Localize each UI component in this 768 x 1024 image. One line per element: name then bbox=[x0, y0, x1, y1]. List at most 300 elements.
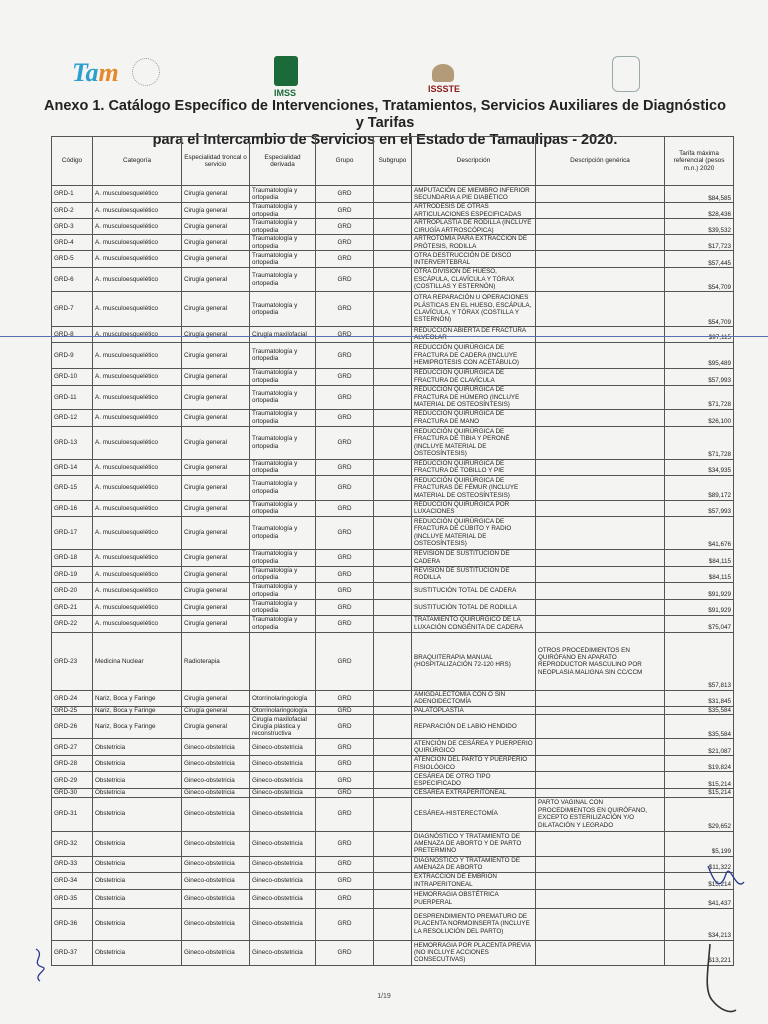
cell-codigo: GRD-1 bbox=[52, 186, 93, 203]
cell-descripcion-generica bbox=[536, 872, 665, 889]
cell-descripcion: REVISIÓN DE SUSTITUCIÓN DE CADERA bbox=[412, 549, 536, 566]
cell-codigo: GRD-12 bbox=[52, 409, 93, 426]
cell-descripcion-generica bbox=[536, 459, 665, 475]
cell-grupo: GRD bbox=[316, 235, 374, 251]
cell-tarifa: $31,845 bbox=[665, 690, 734, 706]
cell-categoria: Obstetricia bbox=[93, 831, 182, 856]
cell-tarifa: $71,728 bbox=[665, 426, 734, 459]
catalog-table bbox=[51, 136, 734, 966]
cell-tarifa: $54,709 bbox=[665, 268, 734, 292]
cell-subgrupo bbox=[374, 409, 412, 426]
table-row bbox=[52, 739, 734, 756]
cell-descripcion: OTRA DESTRUCCIÓN DE DISCO INTERVERTEBRAL bbox=[412, 251, 536, 268]
cell-especialidad: Gineco-obstetricia bbox=[182, 889, 250, 908]
cell-codigo: GRD-26 bbox=[52, 715, 93, 739]
cell-descripcion: REDUCCIÓN ABIERTA DE FRACTURA ALVEOLAR bbox=[412, 327, 536, 343]
cell-grupo: GRD bbox=[316, 889, 374, 908]
cell-tarifa: $21,087 bbox=[665, 739, 734, 756]
cell-grupo: GRD bbox=[316, 475, 374, 500]
cell-categoria: Obstetricia bbox=[93, 908, 182, 940]
cell-tarifa: $91,929 bbox=[665, 599, 734, 615]
cell-descripcion-generica bbox=[536, 368, 665, 385]
cell-codigo: GRD-28 bbox=[52, 756, 93, 772]
seal-icon bbox=[132, 58, 160, 86]
header-descripcion-generica: Descripción genérica bbox=[536, 137, 665, 186]
cell-derivada: Gineco-obstetricia bbox=[250, 756, 316, 772]
cell-subgrupo bbox=[374, 908, 412, 940]
cell-subgrupo bbox=[374, 500, 412, 516]
cell-especialidad: Cirugía general bbox=[182, 251, 250, 268]
table-row bbox=[52, 756, 734, 772]
cell-tarifa: $17,723 bbox=[665, 235, 734, 251]
cell-categoria: A. musculoesquelético bbox=[93, 186, 182, 203]
cell-derivada: Gineco-obstetricia bbox=[250, 856, 316, 872]
cell-codigo: GRD-36 bbox=[52, 908, 93, 940]
table-row bbox=[52, 409, 734, 426]
cell-grupo: GRD bbox=[316, 872, 374, 889]
cell-descripcion: REDUCCIÓN QUIRÚRGICA DE FRACTURA DE TIBIA Y PERONÉ (INCLUYE MATERIAL DE OSTEOSÍNTESIS) bbox=[412, 426, 536, 459]
cell-especialidad: Cirugía general bbox=[182, 500, 250, 516]
cell-categoria: A. musculoesquelético bbox=[93, 368, 182, 385]
cell-tarifa: $75,047 bbox=[665, 615, 734, 632]
cell-descripcion-generica: PARTO VAGINAL CON PROCEDIMIENTOS EN QUIRÓFANO, EXCEPTO ESTERILIZACIÓN Y/O DILATACIÓN Y LEGRADO bbox=[536, 797, 665, 831]
cell-grupo: GRD bbox=[316, 549, 374, 566]
cell-codigo: GRD-34 bbox=[52, 872, 93, 889]
cell-derivada: Gineco-obstetricia bbox=[250, 739, 316, 756]
cell-descripcion: OTRA REPARACIÓN U OPERACIONES PLÁSTICAS EN EL HUESO, ESCÁPULA, CLAVÍCULA, Y TÓRAX (COSTILLA Y ESTERNÓN) bbox=[412, 292, 536, 327]
cell-categoria: A. musculoesquelético bbox=[93, 409, 182, 426]
table-row bbox=[52, 500, 734, 516]
cell-descripcion: ATENCIÓN DEL PARTO Y PUERPERIO FISIOLÓGICO bbox=[412, 756, 536, 772]
cell-categoria: A. musculoesquelético bbox=[93, 475, 182, 500]
cell-codigo: GRD-21 bbox=[52, 599, 93, 615]
cell-categoria: Obstetricia bbox=[93, 856, 182, 872]
table-row bbox=[52, 235, 734, 251]
cell-descripcion-generica bbox=[536, 342, 665, 368]
cell-codigo: GRD-13 bbox=[52, 426, 93, 459]
cell-subgrupo bbox=[374, 797, 412, 831]
cell-codigo: GRD-6 bbox=[52, 268, 93, 292]
cell-especialidad: Cirugía general bbox=[182, 292, 250, 327]
cell-descripcion-generica bbox=[536, 566, 665, 582]
cell-tarifa: $19,824 bbox=[665, 756, 734, 772]
cell-especialidad: Cirugía general bbox=[182, 516, 250, 549]
cell-categoria: Obstetricia bbox=[93, 889, 182, 908]
cell-derivada: Traumatología y ortopedia bbox=[250, 409, 316, 426]
table-row bbox=[52, 475, 734, 500]
cell-derivada: Traumatología y ortopedia bbox=[250, 549, 316, 566]
cell-derivada: Gineco-obstetricia bbox=[250, 872, 316, 889]
cell-tarifa: $97,115 bbox=[665, 327, 734, 343]
cell-categoria: Obstetricia bbox=[93, 940, 182, 965]
cell-derivada: Traumatología y ortopedia bbox=[250, 615, 316, 632]
cell-codigo: GRD-15 bbox=[52, 475, 93, 500]
cell-derivada: Traumatología y ortopedia bbox=[250, 516, 316, 549]
cell-especialidad: Cirugía general bbox=[182, 203, 250, 219]
strikethrough-line bbox=[0, 336, 768, 337]
cell-especialidad: Gineco-obstetricia bbox=[182, 797, 250, 831]
cell-derivada: Gineco-obstetricia bbox=[250, 940, 316, 965]
cell-descripcion-generica: OTROS PROCEDIMIENTOS EN QUIRÓFANO EN APARATO REPRODUCTOR MASCULINO POR NEOPLASIA MALIGNA SIN CC/CCM bbox=[536, 632, 665, 690]
cell-categoria: Nariz, Boca y Faringe bbox=[93, 690, 182, 706]
cell-descripcion-generica bbox=[536, 706, 665, 714]
cell-tarifa: $26,100 bbox=[665, 409, 734, 426]
cell-descripcion-generica bbox=[536, 385, 665, 409]
cell-codigo: GRD-37 bbox=[52, 940, 93, 965]
cell-grupo: GRD bbox=[316, 690, 374, 706]
cell-especialidad: Cirugía general bbox=[182, 327, 250, 343]
cell-codigo: GRD-20 bbox=[52, 582, 93, 599]
table-row bbox=[52, 706, 734, 714]
cell-tarifa: $54,709 bbox=[665, 292, 734, 327]
cell-especialidad: Cirugía general bbox=[182, 566, 250, 582]
cell-grupo: GRD bbox=[316, 186, 374, 203]
cell-categoria: A. musculoesquelético bbox=[93, 292, 182, 327]
cell-subgrupo bbox=[374, 327, 412, 343]
cell-codigo: GRD-31 bbox=[52, 797, 93, 831]
cell-codigo: GRD-29 bbox=[52, 772, 93, 789]
cell-tarifa: $29,652 bbox=[665, 797, 734, 831]
table-row bbox=[52, 342, 734, 368]
cell-descripcion: OTRA DIVISIÓN DE HUESO, ESCÁPULA, CLAVÍCULA Y TÓRAX (COSTILLAS Y ESTERNÓN) bbox=[412, 268, 536, 292]
cell-descripcion-generica bbox=[536, 251, 665, 268]
cell-grupo: GRD bbox=[316, 516, 374, 549]
cell-tarifa: $11,322 bbox=[665, 856, 734, 872]
title-line-2: para el Intercambio de Servicios en el Estado de Tamaulipas - 2020. bbox=[152, 132, 618, 148]
cell-descripcion-generica bbox=[536, 599, 665, 615]
cell-tarifa: $84,585 bbox=[665, 186, 734, 203]
cell-descripcion: SUSTITUCIÓN TOTAL DE RODILLA bbox=[412, 599, 536, 615]
cell-categoria: A. musculoesquelético bbox=[93, 251, 182, 268]
imss-logo-icon bbox=[274, 56, 298, 86]
table-row bbox=[52, 831, 734, 856]
cell-tarifa: $84,115 bbox=[665, 549, 734, 566]
cell-grupo: GRD bbox=[316, 632, 374, 690]
cell-descripcion: PALATOPLASTIA bbox=[412, 706, 536, 714]
cell-tarifa: $15,214 bbox=[665, 872, 734, 889]
cell-derivada: Traumatología y ortopedia bbox=[250, 459, 316, 475]
cell-descripcion: ARTROPLASTIA DE RODILLA (INCLUYE CIRUGÍA ARTROSCÓPICA) bbox=[412, 219, 536, 235]
cell-codigo: GRD-32 bbox=[52, 831, 93, 856]
cell-codigo: GRD-22 bbox=[52, 615, 93, 632]
table-row bbox=[52, 908, 734, 940]
table-row bbox=[52, 599, 734, 615]
cell-derivada: Traumatología y ortopedia bbox=[250, 235, 316, 251]
cell-descripcion-generica bbox=[536, 219, 665, 235]
cell-descripcion: REPARACIÓN DE LABIO HENDIDO bbox=[412, 715, 536, 739]
cell-codigo: GRD-25 bbox=[52, 706, 93, 714]
cell-subgrupo bbox=[374, 756, 412, 772]
cell-descripcion-generica bbox=[536, 772, 665, 789]
cell-derivada: Gineco-obstetricia bbox=[250, 789, 316, 797]
cell-categoria: Obstetricia bbox=[93, 872, 182, 889]
cell-codigo: GRD-5 bbox=[52, 251, 93, 268]
cell-tarifa: $41,676 bbox=[665, 516, 734, 549]
cell-codigo: GRD-7 bbox=[52, 292, 93, 327]
header-especialidad-derivada: Especialidad derivada bbox=[250, 137, 316, 186]
cell-grupo: GRD bbox=[316, 219, 374, 235]
table-header-row bbox=[52, 137, 734, 186]
cell-subgrupo bbox=[374, 385, 412, 409]
table-row bbox=[52, 797, 734, 831]
cell-descripcion: REDUCCIÓN QUIRÚRGICA DE FRACTURA DE CADERA (INCLUYE HEMIPROTESIS CON ACETÁBULO) bbox=[412, 342, 536, 368]
cell-descripcion-generica bbox=[536, 831, 665, 856]
tamaulipas-logo: Tam bbox=[72, 58, 119, 87]
cell-subgrupo bbox=[374, 599, 412, 615]
cell-tarifa: $15,214 bbox=[665, 789, 734, 797]
table-row bbox=[52, 385, 734, 409]
cell-grupo: GRD bbox=[316, 715, 374, 739]
cell-tarifa: $35,584 bbox=[665, 715, 734, 739]
table-row bbox=[52, 368, 734, 385]
cell-subgrupo bbox=[374, 459, 412, 475]
cell-derivada: Gineco-obstetricia bbox=[250, 831, 316, 856]
cell-categoria: A. musculoesquelético bbox=[93, 615, 182, 632]
cell-subgrupo bbox=[374, 889, 412, 908]
imss-logo-text: IMSS bbox=[274, 88, 297, 98]
cell-tarifa: $57,813 bbox=[665, 632, 734, 690]
table-row bbox=[52, 426, 734, 459]
table-row bbox=[52, 268, 734, 292]
header-grupo: Grupo bbox=[316, 137, 374, 186]
signature-mark-bottom bbox=[700, 940, 740, 1020]
title-line-1: Anexo 1. Catálogo Específico de Intervenciones, Tratamientos, Servicios Auxiliares de Diagnóstico y Tarifas bbox=[44, 98, 726, 131]
cell-descripcion-generica bbox=[536, 426, 665, 459]
cell-descripcion: REVISIÓN DE SUSTITUCIÓN DE RODILLA bbox=[412, 566, 536, 582]
table-row bbox=[52, 327, 734, 343]
cell-categoria: A. musculoesquelético bbox=[93, 385, 182, 409]
cell-tarifa: $89,172 bbox=[665, 475, 734, 500]
cell-descripcion-generica bbox=[536, 615, 665, 632]
cell-grupo: GRD bbox=[316, 706, 374, 714]
cell-subgrupo bbox=[374, 342, 412, 368]
cell-descripcion: CESÁREA DE OTRO TIPO ESPECIFICADO bbox=[412, 772, 536, 789]
cell-especialidad: Cirugía general bbox=[182, 690, 250, 706]
cell-subgrupo bbox=[374, 706, 412, 714]
cell-categoria: Medicina Nuclear bbox=[93, 632, 182, 690]
cell-especialidad: Cirugía general bbox=[182, 459, 250, 475]
cell-subgrupo bbox=[374, 251, 412, 268]
cell-categoria: A. musculoesquelético bbox=[93, 599, 182, 615]
cell-descripcion: REDUCCIÓN QUIRÚRGICA POR LUXACIONES bbox=[412, 500, 536, 516]
cell-especialidad: Gineco-obstetricia bbox=[182, 872, 250, 889]
cell-descripcion: ARTRODESIS DE OTRAS ARTICULACIONES ESPECIFICADAS bbox=[412, 203, 536, 219]
cell-grupo: GRD bbox=[316, 203, 374, 219]
cell-descripcion: AMIGDALECTOMÍA CON O SIN ADENOIDECTOMÍA bbox=[412, 690, 536, 706]
cell-codigo: GRD-9 bbox=[52, 342, 93, 368]
cell-descripcion: HEMORRAGIA OBSTÉTRICA PUERPERAL bbox=[412, 889, 536, 908]
cell-grupo: GRD bbox=[316, 831, 374, 856]
logo-bar bbox=[0, 48, 768, 98]
table-row bbox=[52, 615, 734, 632]
cell-derivada: Traumatología y ortopedia bbox=[250, 582, 316, 599]
cell-especialidad: Cirugía general bbox=[182, 342, 250, 368]
cell-descripcion-generica bbox=[536, 327, 665, 343]
cell-especialidad: Cirugía general bbox=[182, 426, 250, 459]
cell-derivada: Otorrinolaringología bbox=[250, 690, 316, 706]
cell-tarifa: $13,221 bbox=[665, 940, 734, 965]
cell-derivada: Gineco-obstetricia bbox=[250, 772, 316, 789]
cell-codigo: GRD-11 bbox=[52, 385, 93, 409]
cell-subgrupo bbox=[374, 772, 412, 789]
cell-subgrupo bbox=[374, 292, 412, 327]
cell-grupo: GRD bbox=[316, 566, 374, 582]
cell-especialidad: Gineco-obstetricia bbox=[182, 739, 250, 756]
cell-especialidad: Gineco-obstetricia bbox=[182, 831, 250, 856]
cell-derivada: Gineco-obstetricia bbox=[250, 889, 316, 908]
cell-especialidad: Cirugía general bbox=[182, 219, 250, 235]
cell-especialidad: Cirugía general bbox=[182, 409, 250, 426]
cell-derivada: Traumatología y ortopedia bbox=[250, 500, 316, 516]
cell-derivada: Traumatología y ortopedia bbox=[250, 475, 316, 500]
cell-descripcion: EXTRACCIÓN DE EMBRIÓN INTRAPERITONEAL bbox=[412, 872, 536, 889]
cell-codigo: GRD-30 bbox=[52, 789, 93, 797]
cell-derivada: Traumatología y ortopedia bbox=[250, 203, 316, 219]
cell-grupo: GRD bbox=[316, 582, 374, 599]
cell-subgrupo bbox=[374, 368, 412, 385]
cell-categoria: A. musculoesquelético bbox=[93, 500, 182, 516]
cell-subgrupo bbox=[374, 475, 412, 500]
table-row bbox=[52, 459, 734, 475]
cell-tarifa: $41,437 bbox=[665, 889, 734, 908]
cell-especialidad: Cirugía general bbox=[182, 475, 250, 500]
cell-especialidad: Cirugía general bbox=[182, 186, 250, 203]
table-row bbox=[52, 632, 734, 690]
cell-especialidad: Gineco-obstetricia bbox=[182, 756, 250, 772]
cell-grupo: GRD bbox=[316, 268, 374, 292]
cell-derivada: Gineco-obstetricia bbox=[250, 908, 316, 940]
cell-especialidad: Cirugía general bbox=[182, 549, 250, 566]
cell-tarifa: $28,436 bbox=[665, 203, 734, 219]
cell-descripcion-generica bbox=[536, 268, 665, 292]
cell-grupo: GRD bbox=[316, 342, 374, 368]
cell-tarifa: $5,199 bbox=[665, 831, 734, 856]
cell-subgrupo bbox=[374, 632, 412, 690]
cell-codigo: GRD-3 bbox=[52, 219, 93, 235]
cell-categoria: A. musculoesquelético bbox=[93, 219, 182, 235]
cell-categoria: Obstetricia bbox=[93, 756, 182, 772]
cell-descripcion-generica bbox=[536, 409, 665, 426]
cell-grupo: GRD bbox=[316, 615, 374, 632]
cell-categoria: A. musculoesquelético bbox=[93, 426, 182, 459]
cell-subgrupo bbox=[374, 831, 412, 856]
header-codigo: Código bbox=[52, 137, 93, 186]
cell-derivada: Traumatología y ortopedia bbox=[250, 219, 316, 235]
cell-codigo: GRD-8 bbox=[52, 327, 93, 343]
table-row bbox=[52, 549, 734, 566]
cell-codigo: GRD-2 bbox=[52, 203, 93, 219]
cell-especialidad: Cirugía general bbox=[182, 706, 250, 714]
cell-grupo: GRD bbox=[316, 599, 374, 615]
cell-grupo: GRD bbox=[316, 385, 374, 409]
cell-categoria: Obstetricia bbox=[93, 739, 182, 756]
cell-tarifa: $34,213 bbox=[665, 908, 734, 940]
cell-descripcion-generica bbox=[536, 203, 665, 219]
cell-grupo: GRD bbox=[316, 327, 374, 343]
cell-especialidad: Gineco-obstetricia bbox=[182, 856, 250, 872]
table-row bbox=[52, 940, 734, 965]
table-row bbox=[52, 566, 734, 582]
cell-tarifa: $57,445 bbox=[665, 251, 734, 268]
cell-derivada: Traumatología y ortopedia bbox=[250, 268, 316, 292]
cell-codigo: GRD-19 bbox=[52, 566, 93, 582]
cell-tarifa: $15,214 bbox=[665, 772, 734, 789]
cell-tarifa: $84,115 bbox=[665, 566, 734, 582]
cell-grupo: GRD bbox=[316, 772, 374, 789]
cell-especialidad: Gineco-obstetricia bbox=[182, 772, 250, 789]
cell-subgrupo bbox=[374, 940, 412, 965]
cell-codigo: GRD-33 bbox=[52, 856, 93, 872]
cell-tarifa: $91,929 bbox=[665, 582, 734, 599]
cell-especialidad: Radioterapia bbox=[182, 632, 250, 690]
table-row bbox=[52, 789, 734, 797]
cell-categoria: A. musculoesquelético bbox=[93, 342, 182, 368]
cell-especialidad: Cirugía general bbox=[182, 268, 250, 292]
cell-subgrupo bbox=[374, 268, 412, 292]
cell-descripcion-generica bbox=[536, 516, 665, 549]
cell-grupo: GRD bbox=[316, 368, 374, 385]
cell-descripcion: DESPRENDIMIENTO PREMATURO DE PLACENTA NORMOINSERTA (INCLUYE LA RESOLUCIÓN DEL PARTO) bbox=[412, 908, 536, 940]
health-logo-icon bbox=[612, 56, 640, 92]
cell-especialidad: Cirugía general bbox=[182, 715, 250, 739]
cell-grupo: GRD bbox=[316, 426, 374, 459]
cell-derivada: Traumatología y ortopedia bbox=[250, 599, 316, 615]
cell-codigo: GRD-16 bbox=[52, 500, 93, 516]
cell-grupo: GRD bbox=[316, 908, 374, 940]
cell-categoria: A. musculoesquelético bbox=[93, 459, 182, 475]
cell-especialidad: Cirugía general bbox=[182, 582, 250, 599]
cell-subgrupo bbox=[374, 235, 412, 251]
cell-codigo: GRD-24 bbox=[52, 690, 93, 706]
cell-derivada: Otorrinolaringología bbox=[250, 706, 316, 714]
cell-codigo: GRD-17 bbox=[52, 516, 93, 549]
cell-especialidad: Gineco-obstetricia bbox=[182, 940, 250, 965]
cell-categoria: A. musculoesquelético bbox=[93, 516, 182, 549]
cell-codigo: GRD-18 bbox=[52, 549, 93, 566]
signature-mark-left bbox=[26, 945, 56, 985]
cell-especialidad: Gineco-obstetricia bbox=[182, 908, 250, 940]
table-row bbox=[52, 292, 734, 327]
cell-descripcion: CESÁREA-HISTERECTOMÍA bbox=[412, 797, 536, 831]
cell-descripcion-generica bbox=[536, 856, 665, 872]
cell-categoria: A. musculoesquelético bbox=[93, 582, 182, 599]
cell-descripcion-generica bbox=[536, 715, 665, 739]
table-row bbox=[52, 203, 734, 219]
cell-subgrupo bbox=[374, 615, 412, 632]
cell-descripcion: TRATAMIENTO QUIRÚRGICO DE LA LUXACIÓN CONGÉNITA DE CADERA bbox=[412, 615, 536, 632]
cell-tarifa: $95,489 bbox=[665, 342, 734, 368]
cell-especialidad: Cirugía general bbox=[182, 385, 250, 409]
cell-derivada: Traumatología y ortopedia bbox=[250, 342, 316, 368]
cell-categoria: Obstetricia bbox=[93, 789, 182, 797]
cell-derivada bbox=[250, 632, 316, 690]
cell-descripcion: DIAGNÓSTICO Y TRATAMIENTO DE AMENAZA DE ABORTO bbox=[412, 856, 536, 872]
cell-codigo: GRD-23 bbox=[52, 632, 93, 690]
table-row bbox=[52, 582, 734, 599]
cell-categoria: A. musculoesquelético bbox=[93, 549, 182, 566]
cell-descripcion: REDUCCIÓN QUIRÚRGICA DE FRACTURA DE HÚMERO (INCLUYE MATERIAL DE OSTEOSÍNTESIS) bbox=[412, 385, 536, 409]
cell-descripcion: HEMORRAGIA POR PLACENTA PREVIA (NO INCLUYE ACCIONES CONSECUTIVAS) bbox=[412, 940, 536, 965]
cell-subgrupo bbox=[374, 549, 412, 566]
page-number: 1/19 bbox=[377, 993, 391, 1000]
cell-descripcion: ARTROTOMÍA PARA EXTRACCIÓN DE PRÓTESIS, RODILLA bbox=[412, 235, 536, 251]
cell-descripcion: REDUCCIÓN QUIRÚRGICA DE FRACTURA DE CÚBITO Y RADIO (INCLUYE MATERIAL DE OSTEOSÍNTESIS) bbox=[412, 516, 536, 549]
cell-subgrupo bbox=[374, 789, 412, 797]
cell-categoria: A. musculoesquelético bbox=[93, 203, 182, 219]
cell-codigo: GRD-14 bbox=[52, 459, 93, 475]
table-row bbox=[52, 856, 734, 872]
cell-descripcion: BRAQUITERAPIA MANUAL (HOSPITALIZACIÓN 72-120 HRS) bbox=[412, 632, 536, 690]
